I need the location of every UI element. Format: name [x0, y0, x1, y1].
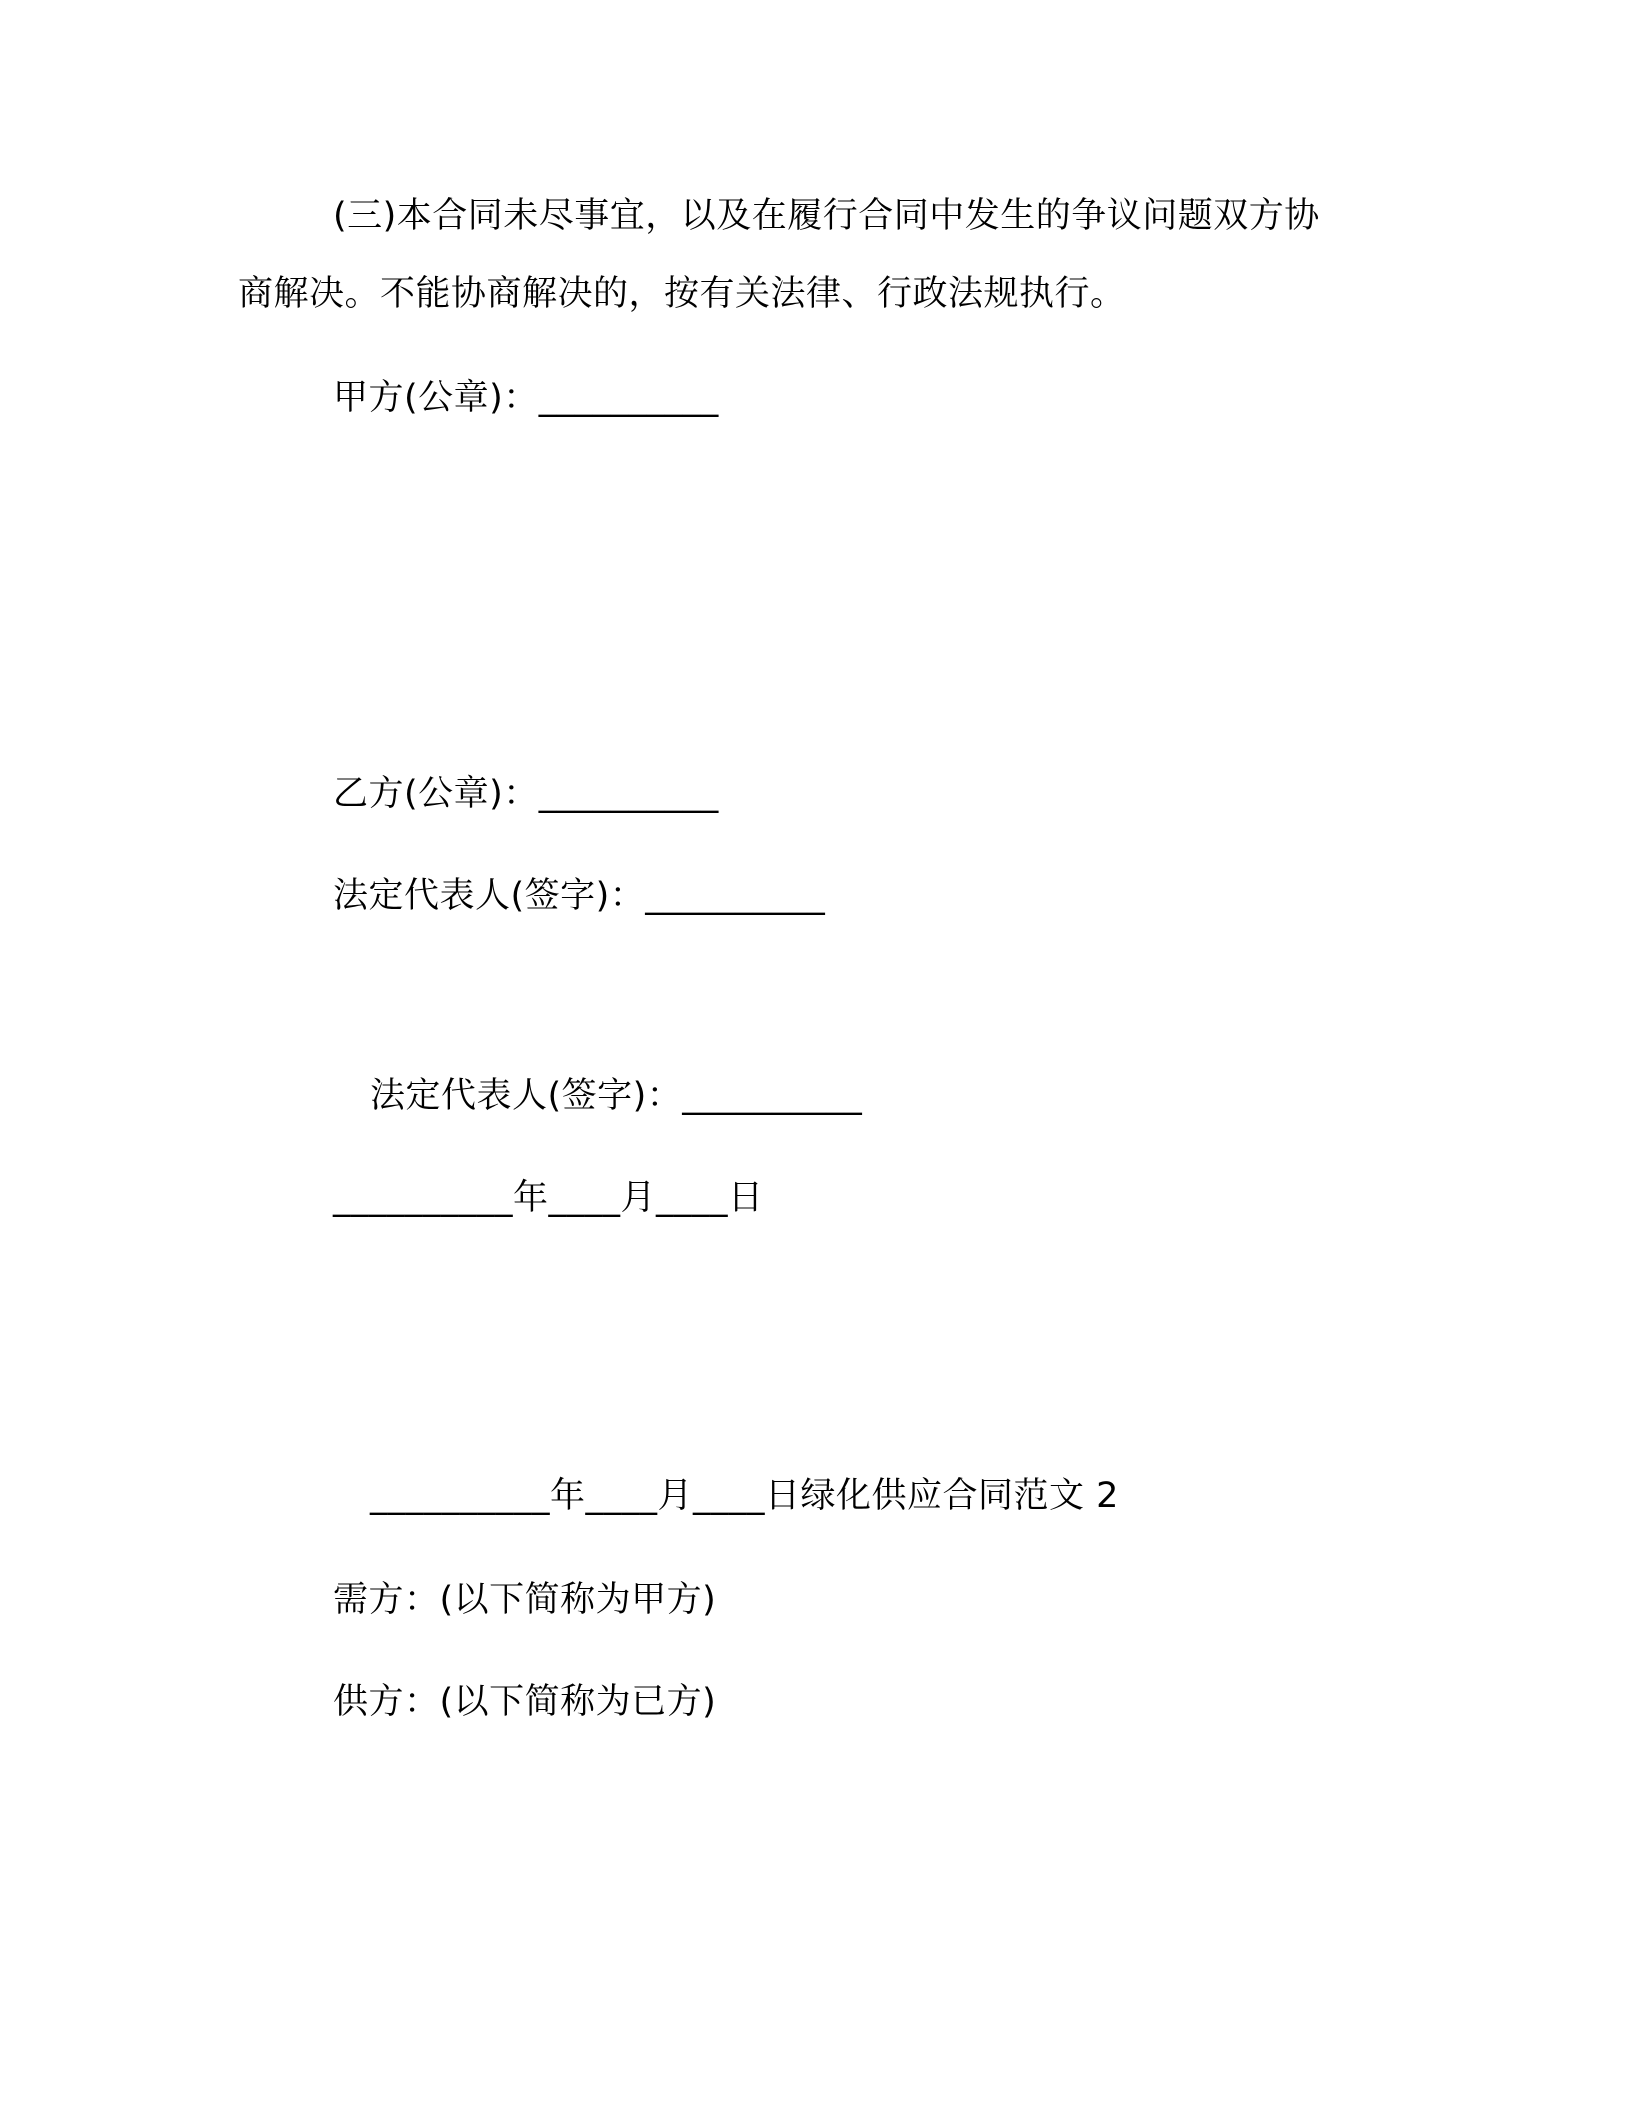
legal-rep-signature-line-2: 法定代表人(签字)：__________	[370, 1076, 863, 1116]
party-a-seal-line: 甲方(公章)：__________	[333, 378, 719, 418]
date-line: __________年____月____日	[333, 1178, 764, 1218]
legal-rep-signature-line-1: 法定代表人(签字)：__________	[333, 876, 826, 916]
buyer-line: 需方：(以下简称为甲方)	[333, 1580, 717, 1620]
party-b-seal-line: 乙方(公章)：__________	[333, 774, 719, 814]
clause-3-line-2: 商解决。不能协商解决的，按有关法律、行政法规执行。	[238, 274, 1126, 314]
date-and-title-line: __________年____月____日绿化供应合同范文 2	[370, 1476, 1119, 1516]
supplier-line: 供方：(以下简称为已方)	[333, 1682, 717, 1722]
clause-3-line-1: (三)本合同未尽事宜，以及在履行合同中发生的争议问题双方协	[333, 196, 1320, 236]
